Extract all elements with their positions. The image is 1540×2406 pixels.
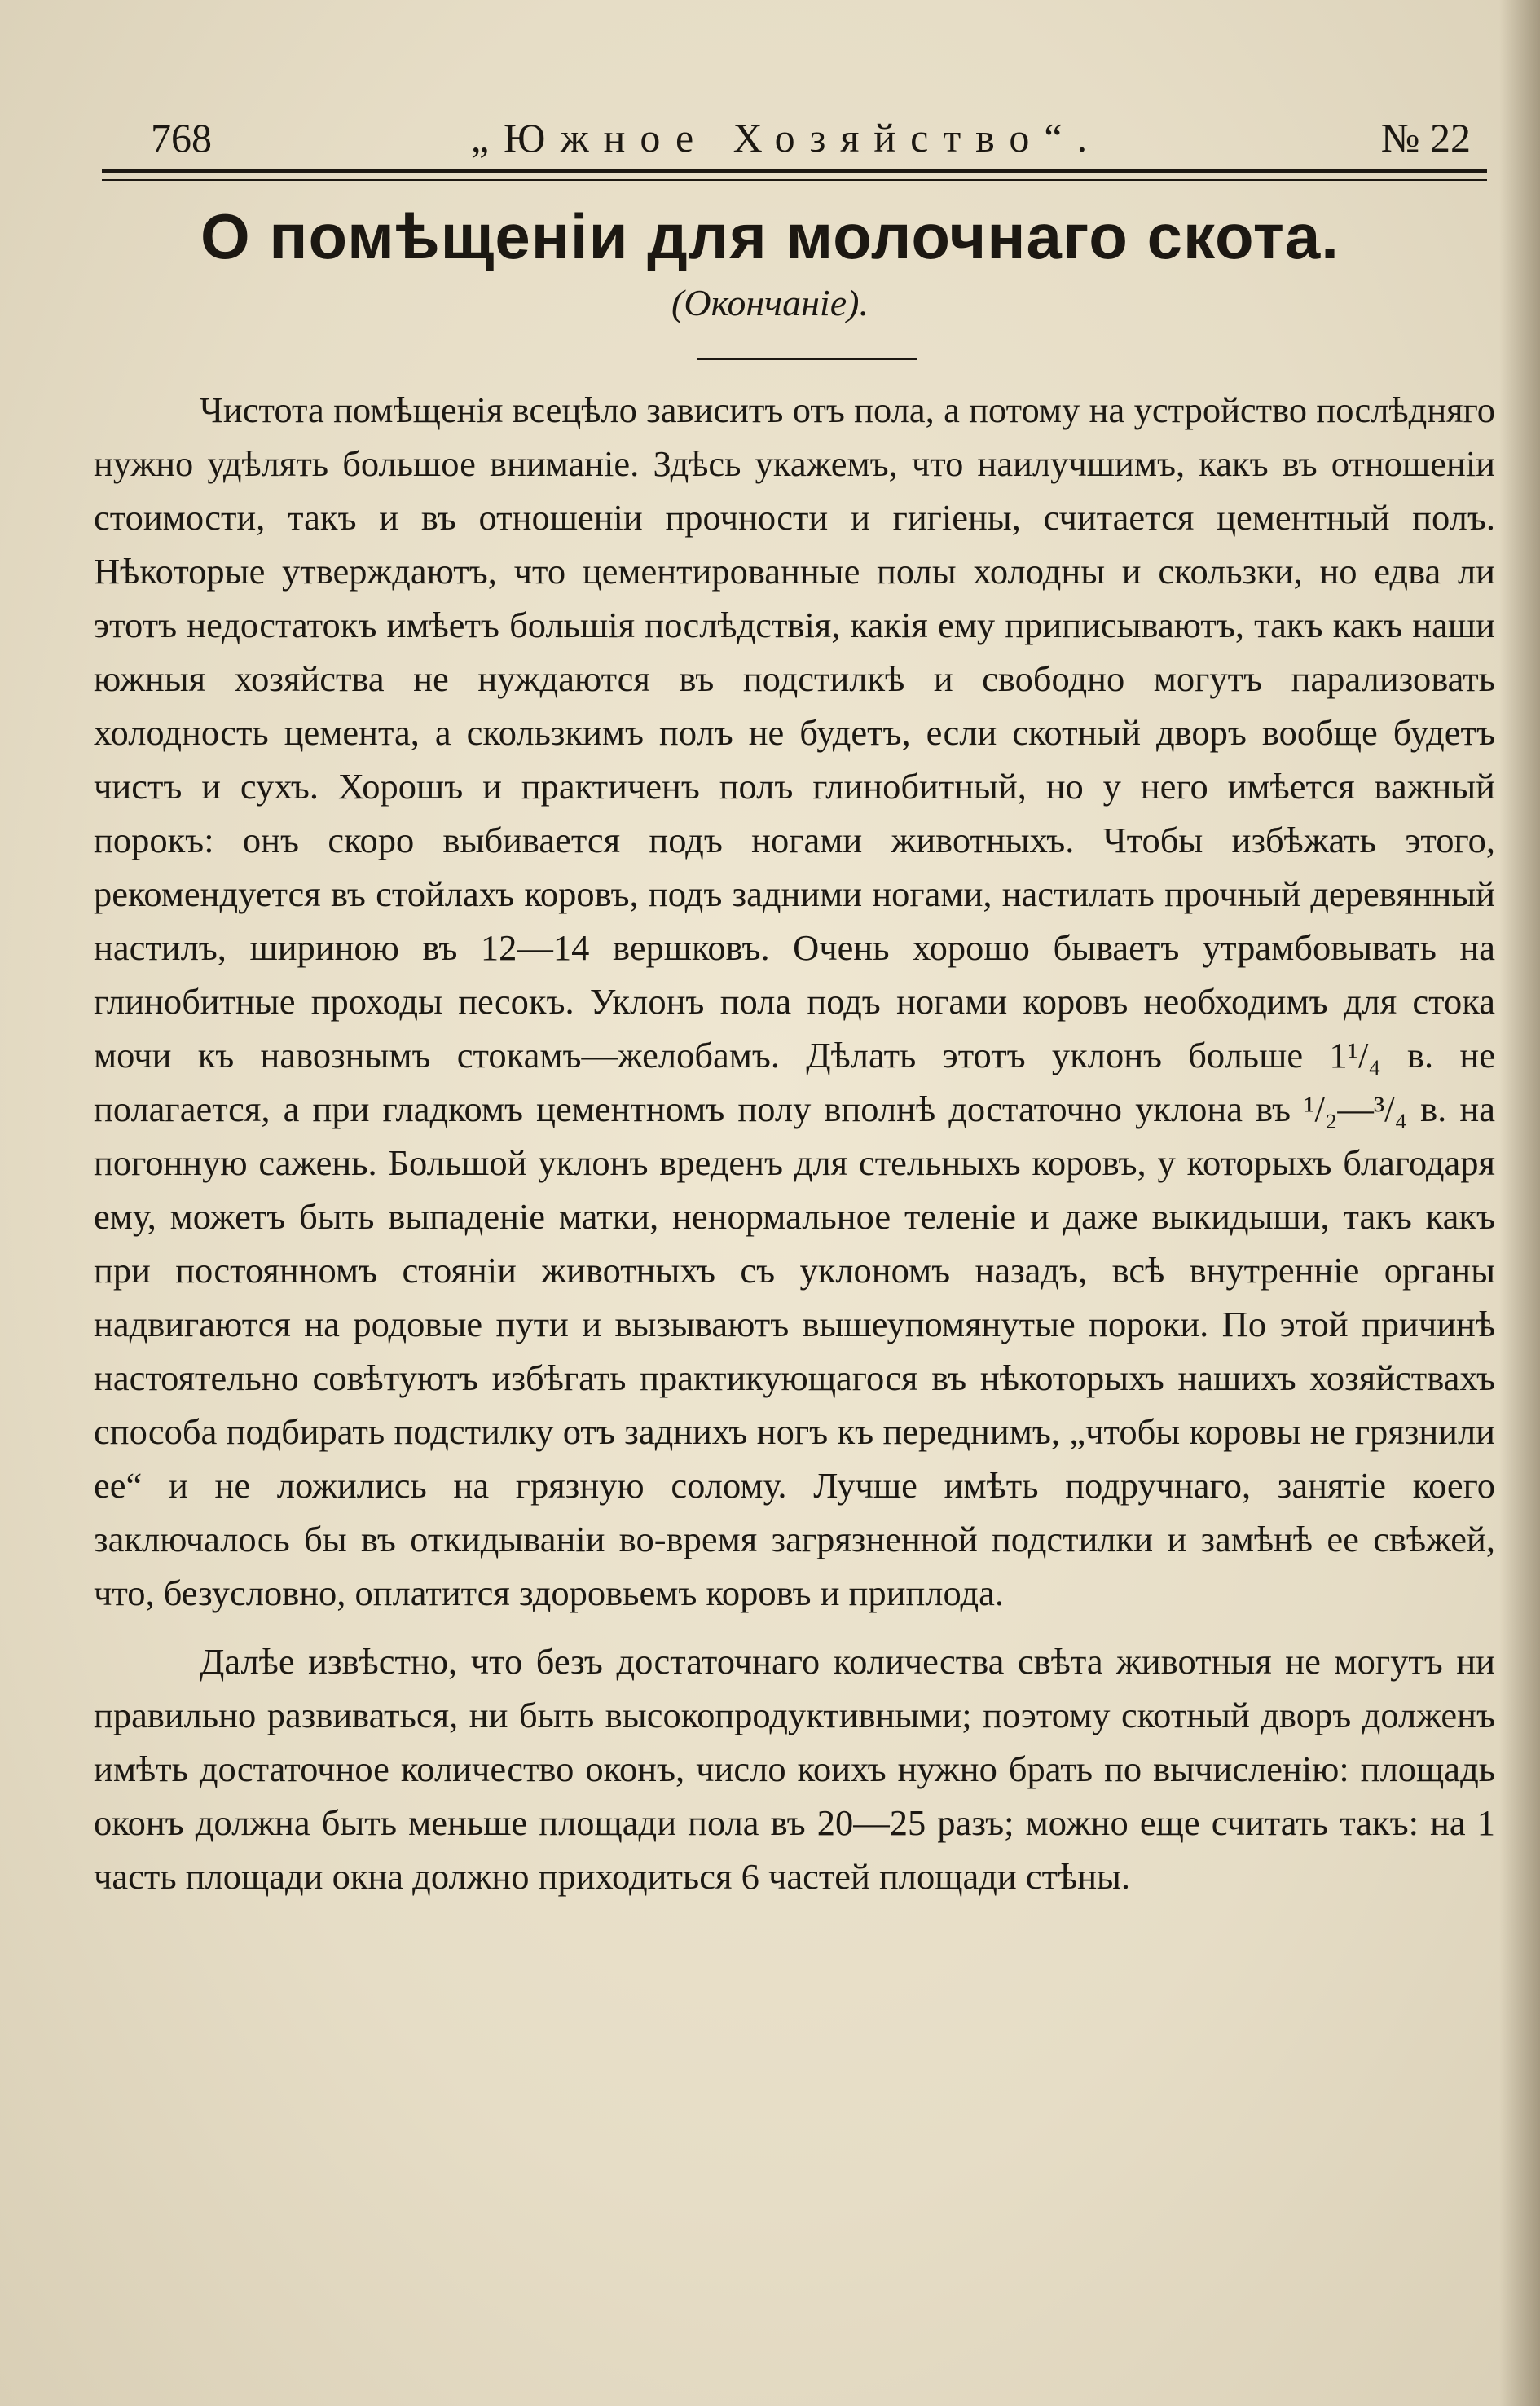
paragraph-2: Далѣе извѣстно, что безъ достаточнаго количества свѣта животныя не могутъ ни правильно развиваться, ни быть высокопродуктивными; поэтому скотный дворъ долженъ имѣть достаточное количество оконъ, число коихъ нужно брать по вычисленію: площадь оконъ должна быть меньше площади пола въ 20—25 разъ; можно еще считать такъ: на 1 часть площади окна должно приходиться 6 частей площади стѣны. (94, 1641, 1495, 1897)
article-title: О помѣщеніи для молочнаго скота. (200, 200, 1340, 272)
journal-name: „Южное Хозяйство“. (470, 115, 1102, 161)
article-subtitle: (Окончаніе). (671, 282, 869, 323)
issue-number: № 22 (1380, 115, 1471, 161)
page-number: 768 (151, 115, 212, 161)
header-rule-thick (102, 169, 1487, 173)
running-header (102, 114, 1471, 171)
header-rule-thin (102, 179, 1487, 181)
title-divider (697, 358, 917, 360)
paragraph-1: Чистота помѣщенія всецѣло зависитъ отъ пола, а потому на устройство послѣдняго нужно удѣлять большое вниманіе. Здѣсь укажемъ, что наилучшимъ, какъ въ отношеніи стоимости, такъ и въ отношеніи прочности и гигіены, считается цементный полъ. Нѣкоторые утверждаютъ, что цементированные полы холодны и скользки, но едва ли этотъ недостатокъ имѣетъ большія послѣдствія, какія ему приписываютъ, такъ какъ наши южныя хозяйства не нуждаются въ подстилкѣ и свободно могутъ парализовать холодность цемента, а скользкимъ полъ не будетъ, если скотный дворъ вообще будетъ чистъ и сухъ. Хорошъ и практиченъ полъ глинобитный, но у него имѣется важный порокъ: онъ скоро выбивается подъ ногами животныхъ. Чтобы избѣжать этого, рекомендуется въ стойлахъ коровъ, подъ задними ногами, настилать прочный деревянный настилъ, шириною въ 12—14 вершковъ. Очень хорошо бываетъ утрамбовывать на глинобитные проходы песокъ. Уклонъ пола подъ ногами коровъ необходимъ для стока мочи къ навознымъ стокамъ—желобамъ. Дѣлать этотъ уклонъ больше 1¹/₄ в. не полагается, а при гладкомъ цементномъ полу вполнѣ достаточно уклона въ ¹/₂—³/₄ в. на погонную сажень. Большой уклонъ вреденъ для стельныхъ коровъ, у которыхъ благодаря ему, можетъ быть выпаденіе матки, ненормальное теленіе и даже выкидыши, такъ какъ при постоянномъ стояніи животныхъ съ уклономъ назадъ, всѣ внутренніе органы надвигаются на родовые пути и вызываютъ вышеупомянутые пороки. По этой причинѣ настоятельно совѣтуютъ избѣгать практикующагося въ нѣкоторыхъ нашихъ хозяйствахъ способа подбирать подстилку отъ заднихъ ногъ къ переднимъ, „чтобы коровы не грязнили ее“ и не ложились на грязную солому. Лучше имѣть подручнаго, занятіе коего заключалось бы въ откидываніи во-время загрязненной подстилки и замѣнѣ ее свѣжей, что, безусловно, оплатится здоровьемъ коровъ и приплода. (94, 389, 1495, 1613)
article-body (94, 383, 1495, 1903)
page-edge-shadow (1499, 0, 1540, 2406)
